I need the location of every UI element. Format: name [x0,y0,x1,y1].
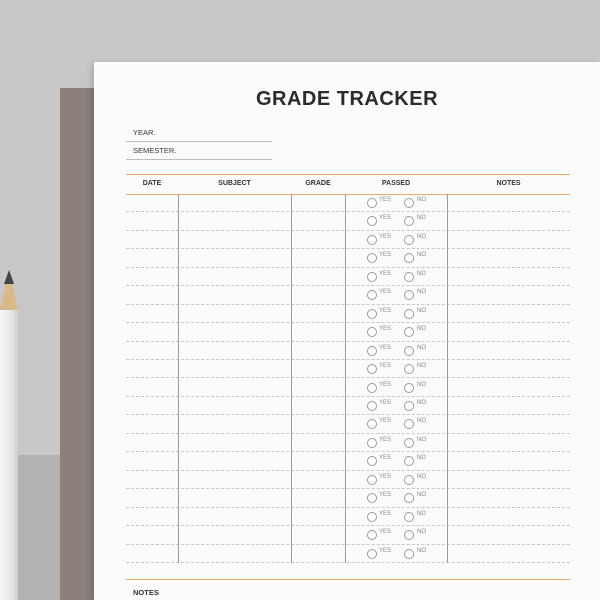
yes-radio[interactable] [367,456,377,466]
header-subject: SUBJECT [218,180,251,187]
no-radio[interactable] [404,383,414,393]
yes-radio[interactable] [367,309,377,319]
yes-radio[interactable] [367,327,377,337]
yes-option-label: YES [379,197,392,203]
yes-radio[interactable] [367,549,377,559]
yes-radio[interactable] [367,438,377,448]
yes-option-label: YES [379,215,392,222]
yes-option-label: YES [379,270,392,277]
yes-radio[interactable] [367,419,377,429]
no-radio[interactable] [404,456,414,466]
yes-radio[interactable] [367,198,377,208]
yes-radio[interactable] [367,512,377,522]
no-radio[interactable] [404,419,414,429]
yes-option-label: YES [379,289,392,296]
header-notes: NOTES [496,180,521,187]
table-row [126,342,570,360]
grade-table [126,174,570,563]
table-row [126,452,570,470]
no-option-label: NO [417,307,426,314]
no-option-label: NO [417,363,426,370]
yes-option-label: YES [379,529,392,536]
no-radio[interactable] [404,512,414,522]
yes-radio[interactable] [367,530,377,540]
no-radio[interactable] [404,364,414,374]
no-radio[interactable] [404,272,414,282]
table-row [126,231,570,249]
yes-option-label: YES [379,547,392,554]
no-radio[interactable] [404,309,414,319]
no-option-label: NO [417,381,426,388]
column-divider [447,194,448,563]
column-divider [291,194,292,563]
yes-option-label: YES [379,326,392,333]
column-divider [178,194,179,563]
no-radio[interactable] [404,493,414,503]
yes-option-label: YES [379,492,392,499]
pencil [0,310,18,600]
yes-option-label: YES [379,436,392,443]
yes-option-label: YES [379,510,392,517]
no-radio[interactable] [404,216,414,226]
table-row [126,305,570,323]
table-row [126,415,570,433]
page-title: GRADE TRACKER [255,88,439,110]
no-option-label: NO [417,289,426,296]
table-row [126,434,570,452]
no-option-label: NO [417,233,426,240]
table-row [126,323,570,341]
table-row [126,508,570,526]
no-option-label: NO [417,510,426,517]
no-option-label: NO [417,344,426,351]
no-option-label: NO [417,473,426,480]
no-radio[interactable] [404,475,414,485]
yes-option-label: YES [379,344,392,351]
yes-option-label: YES [379,473,392,480]
table-row [126,545,570,563]
no-radio[interactable] [404,549,414,559]
header-grade: GRADE [305,180,331,187]
table-row [126,397,570,415]
no-option-label: NO [417,418,426,425]
table-row [126,526,570,544]
grade-tracker-sheet [94,62,600,600]
yes-option-label: YES [379,455,392,462]
yes-option-label: YES [379,418,392,425]
no-radio[interactable] [404,438,414,448]
semester-label: SEMESTER. [133,146,177,155]
header-date: DATE [142,180,162,187]
yes-radio[interactable] [367,383,377,393]
no-option-label: NO [417,547,426,554]
table-header [126,174,570,195]
no-radio[interactable] [404,346,414,356]
table-row [126,212,570,230]
yes-option-label: YES [379,233,392,240]
yes-radio[interactable] [367,364,377,374]
no-option-label: NO [417,197,426,203]
semester-field[interactable] [126,142,272,160]
notes-divider [126,579,570,580]
table-row [126,489,570,507]
yes-option-label: YES [379,252,392,259]
yes-radio[interactable] [367,272,377,282]
year-field[interactable] [126,124,272,142]
yes-radio[interactable] [367,216,377,226]
yes-option-label: YES [379,399,392,406]
table-row [126,286,570,304]
yes-option-label: YES [379,307,392,314]
yes-radio[interactable] [367,346,377,356]
no-option-label: NO [417,455,426,462]
no-option-label: NO [417,436,426,443]
no-radio[interactable] [404,235,414,245]
table-row [126,268,570,286]
pencil-lead [4,270,14,284]
yes-radio[interactable] [367,235,377,245]
table-row [126,194,570,212]
header-passed: PASSED [381,180,411,187]
no-radio[interactable] [404,253,414,263]
no-option-label: NO [417,215,426,222]
no-radio[interactable] [404,327,414,337]
yes-option-label: YES [379,381,392,388]
no-option-label: NO [417,529,426,536]
yes-radio[interactable] [367,475,377,485]
notes-label: NOTES [133,588,159,597]
no-radio[interactable] [404,401,414,411]
table-row [126,249,570,267]
no-option-label: NO [417,399,426,406]
no-radio[interactable] [404,198,414,208]
no-option-label: NO [417,492,426,499]
yes-radio[interactable] [367,290,377,300]
yes-radio[interactable] [367,401,377,411]
no-radio[interactable] [404,290,414,300]
yes-radio[interactable] [367,493,377,503]
table-body [126,194,570,563]
year-label: YEAR. [133,128,156,137]
table-row [126,471,570,489]
column-divider [345,194,346,563]
no-radio[interactable] [404,530,414,540]
no-option-label: NO [417,252,426,259]
yes-radio[interactable] [367,253,377,263]
table-row [126,360,570,378]
no-option-label: NO [417,270,426,277]
no-option-label: NO [417,326,426,333]
table-row [126,379,570,397]
yes-option-label: YES [379,363,392,370]
